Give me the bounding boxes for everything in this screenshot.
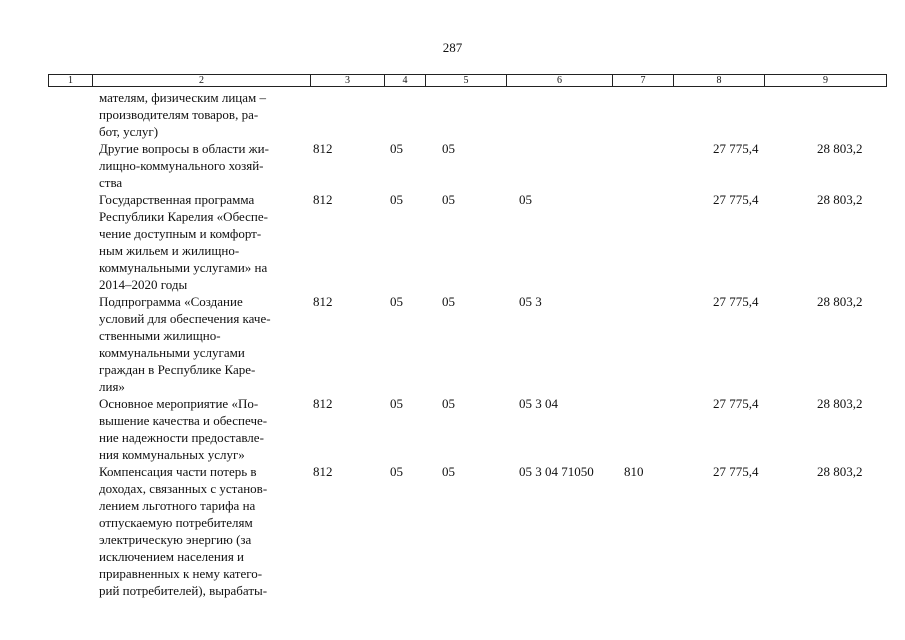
row-ved: 812 xyxy=(313,396,333,411)
row-amount-1: 27 775,4 xyxy=(713,464,759,479)
row-amount-2: 28 803,2 xyxy=(817,192,863,207)
row-rz: 05 xyxy=(390,192,403,207)
row-rz: 05 xyxy=(390,464,403,479)
table-row xyxy=(0,395,905,463)
row-rz: 05 xyxy=(390,141,403,156)
page-number: 287 xyxy=(442,40,463,55)
row-rz: 05 xyxy=(390,294,403,309)
row-amount-1: 27 775,4 xyxy=(713,192,759,207)
header-col-6: 6 xyxy=(507,75,613,86)
row-rz: 05 xyxy=(390,396,403,411)
row-name: Государственная программа Республики Карелия «Обеспе- чение доступным и комфорт- ным жильем и жилищно- коммунальными услугами» на 2014–2020 годы xyxy=(99,192,268,292)
row-pr: 05 xyxy=(442,464,455,479)
row-csr: 05 3 04 71050 xyxy=(519,464,594,479)
row-amount-2: 28 803,2 xyxy=(817,396,863,411)
row-amount-1: 27 775,4 xyxy=(713,141,759,156)
table-row xyxy=(0,191,905,293)
row-name: Основное мероприятие «По- вышение качества и обеспече- ние надежности предоставле- ния коммунальных услуг» xyxy=(99,396,268,462)
row-name: Другие вопросы в области жи- лищно-коммунального хозяй- ства xyxy=(99,141,269,190)
header-col-1: 1 xyxy=(49,75,93,86)
table-row xyxy=(0,293,905,395)
table-row xyxy=(0,89,905,140)
row-ved: 812 xyxy=(313,294,333,309)
row-ved: 812 xyxy=(313,464,333,479)
row-pr: 05 xyxy=(442,192,455,207)
row-csr: 05 3 xyxy=(519,294,542,309)
row-pr: 05 xyxy=(442,396,455,411)
row-ved: 812 xyxy=(313,141,333,156)
header-col-4: 4 xyxy=(385,75,426,86)
table-row xyxy=(0,140,905,191)
row-amount-2: 28 803,2 xyxy=(817,141,863,156)
row-ved: 812 xyxy=(313,192,333,207)
header-col-5: 5 xyxy=(426,75,507,86)
header-col-7: 7 xyxy=(613,75,674,86)
row-name: мателям, физическим лицам – производителям товаров, ра- бот, услуг) xyxy=(99,90,266,139)
row-amount-1: 27 775,4 xyxy=(713,294,759,309)
row-pr: 05 xyxy=(442,141,455,156)
row-csr: 05 3 04 xyxy=(519,396,558,411)
row-csr: 05 xyxy=(519,192,532,207)
row-name: Подпрограмма «Создание условий для обеспечения каче- ственными жилищно- коммунальными услугами граждан в Республике Каре- лия» xyxy=(99,294,271,394)
table-body xyxy=(0,89,905,599)
row-amount-1: 27 775,4 xyxy=(713,396,759,411)
header-col-3: 3 xyxy=(311,75,385,86)
row-name: Компенсация части потерь в доходах, связанных с установ- лением льготного тарифа на отпускаемую потребителям электрическую энергию (за исключением населения и приравненных к нему катего- рий потребителей), вырабаты- xyxy=(99,464,268,598)
row-amount-2: 28 803,2 xyxy=(817,294,863,309)
header-col-9: 9 xyxy=(823,75,828,86)
row-vr: 810 xyxy=(624,464,644,479)
row-pr: 05 xyxy=(442,294,455,309)
header-col-8: 8 xyxy=(674,75,765,86)
table-row xyxy=(0,463,905,599)
table-header-row xyxy=(48,74,887,87)
row-amount-2: 28 803,2 xyxy=(817,464,863,479)
header-col-2: 2 xyxy=(93,75,311,86)
